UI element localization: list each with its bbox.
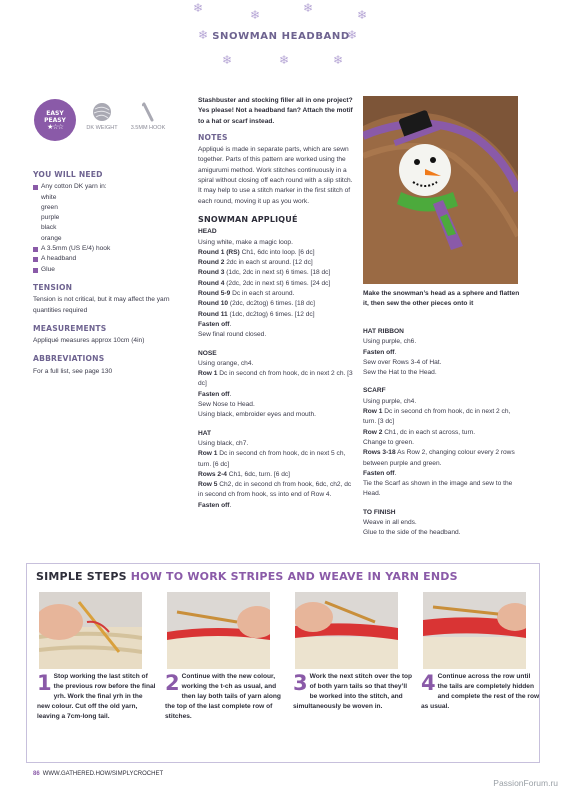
measurements-heading: MEASUREMENTS [33, 323, 107, 333]
simple-steps-box [26, 563, 540, 763]
instruction-line: Using black, embroider eyes and mouth. [198, 411, 317, 419]
headband-photo [363, 96, 518, 284]
instruction-line: Sew the Hat to the Head. [363, 369, 437, 377]
you-will-need-heading: YOU WILL NEED [33, 170, 103, 179]
step-4-photo [423, 592, 526, 669]
step-2-text: 2 Continue with the new colour, working the t-ch as usual, and then lay both tails of yarn along the top of the last complete row of stitches. [165, 671, 281, 720]
instruction-line: Using purple, ch4. [363, 397, 417, 405]
notes-text: Appliqué is made in separate parts, which are sewn together. Parts of this pattern are worked using the amigurumi method. Work stitches continuously in a spiral without closing off each round with a slip stitch. It may help to use a stitch marker in the first stitch of each round, moving it up as you work. [198, 146, 353, 205]
snowflake-icon: ❄ [193, 1, 204, 15]
simple-steps-title: SIMPLE STEPS HOW TO WORK STRIPES AND WEAVE IN YARN ENDS [36, 570, 458, 583]
instruction-line: Glue to the side of the headband. [363, 529, 461, 537]
abbreviations-text: For a full list, see page 130 [33, 367, 113, 375]
instruction-line: Row 1 Dc in second ch from hook, dc in next 2 ch. [3 dc] [198, 370, 353, 388]
instruction-line: Rows 3-18 As Row 2, changing colour every 2 rows between purple and green. [363, 449, 515, 467]
step-4-text: 4 Continue across the row until the tails are completely hidden and complete the rest of the row as usual. [421, 671, 540, 710]
instruction-line: Row 1 Dc in second ch from hook, dc in next 2 ch, turn. [3 dc] [363, 408, 511, 426]
instruction-line: Sew Nose to Head. [198, 401, 255, 409]
instruction-line: Fasten off. [198, 390, 232, 398]
material-item: A 3.5mm (US E/4) hook [33, 244, 183, 254]
instruction-line: Round 3 (1dc, 2dc in next st) 6 times. [18 dc] [198, 269, 331, 277]
page-footer [33, 771, 163, 777]
material-item: Any cotton DK yarn in: [33, 182, 183, 192]
instruction-line: Tie the Scarf as shown in the image and sew to the Head. [363, 480, 513, 498]
instruction-line: Rows 2-4 Ch1, 6dc, turn. [6 dc] [198, 470, 290, 478]
instruction-line: Row 1 Dc in second ch from hook, dc in next 5 ch, turn. [6 dc] [198, 450, 346, 468]
step-1-text: 1 Stop working the last stitch of the previous row before the final yrh. Work the final yrh in the new colour. Cut off the old yarn, leaving a 7cm-long tail. [37, 671, 156, 720]
nose-section [198, 349, 353, 421]
material-item: Glue [33, 265, 183, 275]
finishing-column [363, 327, 523, 547]
step-3-text: 3 Work the next stitch over the top of both yarn tails so that they’ll be worked into the stitch, and simultaneously be woven in. [293, 671, 413, 710]
website-url: WWW.GATHERED.HOW/SIMPLYCROCHET [42, 771, 164, 777]
material-item: black [41, 224, 57, 232]
instruction-line: Row 5 Ch2, dc in second ch from hook, 6dc, ch2, dc in second ch from hook, ss into end of Row 4. [198, 481, 352, 499]
instruction-line: Round 1 (RS) Ch1, 6dc into loop. [6 dc] [198, 248, 315, 256]
page-title: SNOWMAN HEADBAND [212, 30, 350, 42]
instruction-line: Change to green. [363, 438, 414, 446]
watermark: PassionForum.ru [493, 778, 558, 788]
hook-size-badge: 3.5MM HOOK [128, 99, 168, 141]
instruction-line: Using white, make a magic loop. [198, 238, 293, 246]
snowman-headband-image [363, 96, 518, 284]
instruction-line: Sew over Rows 3-4 of Hat. [363, 358, 442, 366]
star-rating: ★☆☆ [47, 122, 63, 131]
snowflake-icon: ❄ [303, 1, 314, 15]
snowflake-icon: ❄ [333, 53, 344, 67]
snowflake-icon: ❄ [222, 53, 233, 67]
instruction-line: Round 4 (2dc, 2dc in next st) 6 times. [24 dc] [198, 279, 331, 287]
snowflake-icon: ❄ [198, 28, 209, 42]
materials-list [33, 182, 183, 275]
scarf-section [363, 386, 523, 499]
intro-text: Stashbuster and stocking filler all in one project? Yes please! Not a headband fan? Attach the motif to a hat or scarf instead. [198, 97, 353, 125]
yarn-ball-icon [91, 101, 113, 123]
difficulty-badges [34, 99, 168, 141]
yarn-weight-badge: DK WEIGHT [82, 99, 122, 141]
nose-title: NOSE [198, 349, 217, 357]
applique-heading: SNOWMAN APPLIQUÉ [198, 214, 298, 224]
abbreviations-heading: ABBREVIATIONS [33, 354, 105, 364]
snowflake-icon: ❄ [347, 28, 358, 42]
instruction-line: Using purple, ch6. [363, 338, 417, 346]
snowflake-icon: ❄ [279, 53, 290, 67]
instruction-line: Weave in all ends. [363, 519, 417, 527]
instruction-line: Round 5-9 Dc in each st around. [198, 290, 295, 298]
instruction-line: Row 2 Ch1, dc in each st across, turn. [363, 428, 476, 436]
instruction-line: Using black, ch7. [198, 439, 249, 447]
hat-section [198, 429, 353, 511]
crochet-hook-icon [137, 101, 159, 123]
pattern-column [198, 96, 353, 519]
materials-column [33, 170, 183, 385]
to-finish-title: TO FINISH [363, 508, 396, 516]
instruction-line: Round 2 2dc in each st around. [12 dc] [198, 259, 313, 267]
material-item: green [41, 203, 58, 211]
step-2-photo [167, 592, 270, 669]
step-1-photo [39, 592, 142, 669]
material-item: white [41, 193, 57, 201]
hat-ribbon-title: HAT RIBBON [363, 328, 404, 335]
instruction-line: Fasten off. [198, 320, 232, 328]
step-3-photo [295, 592, 398, 669]
material-item: orange [41, 234, 62, 242]
head-title: HEAD [198, 228, 217, 236]
instruction-line: Fasten off. [363, 469, 397, 477]
scarf-title: SCARF [363, 387, 386, 395]
measurements-text: Appliqué measures approx 10cm (4in) [33, 337, 145, 345]
page-number: 86 [33, 771, 40, 777]
instruction-line: Round 10 (2dc, dc2tog) 6 times. [18 dc] [198, 300, 315, 308]
instruction-line: Sew final round closed. [198, 331, 267, 339]
hat-title: HAT [198, 429, 212, 437]
snowflake-icon: ❄ [250, 8, 261, 22]
hat-ribbon-section [363, 327, 523, 378]
notes-heading: NOTES [198, 132, 228, 142]
to-finish-section [363, 508, 523, 539]
photo-caption: Make the snowman’s head as a sphere and flatten it, then sew the other pieces onto it [363, 290, 520, 308]
tension-text: Tension is not critical, but it may affect the yarn quantities required [33, 296, 170, 314]
difficulty-badge: EASY PEASY ★☆☆ [34, 99, 76, 141]
instruction-line: Fasten off. [363, 348, 397, 356]
instruction-line: Round 11 (1dc, dc2tog) 6 times. [12 dc] [198, 310, 315, 318]
snowflake-icon: ❄ [357, 8, 368, 22]
material-item: A headband [33, 254, 183, 264]
instruction-line: Using orange, ch4. [198, 359, 254, 367]
instruction-line: Fasten off. [198, 501, 232, 509]
material-item: purple [41, 214, 60, 222]
head-section [198, 227, 353, 340]
tension-heading: TENSION [33, 282, 73, 292]
